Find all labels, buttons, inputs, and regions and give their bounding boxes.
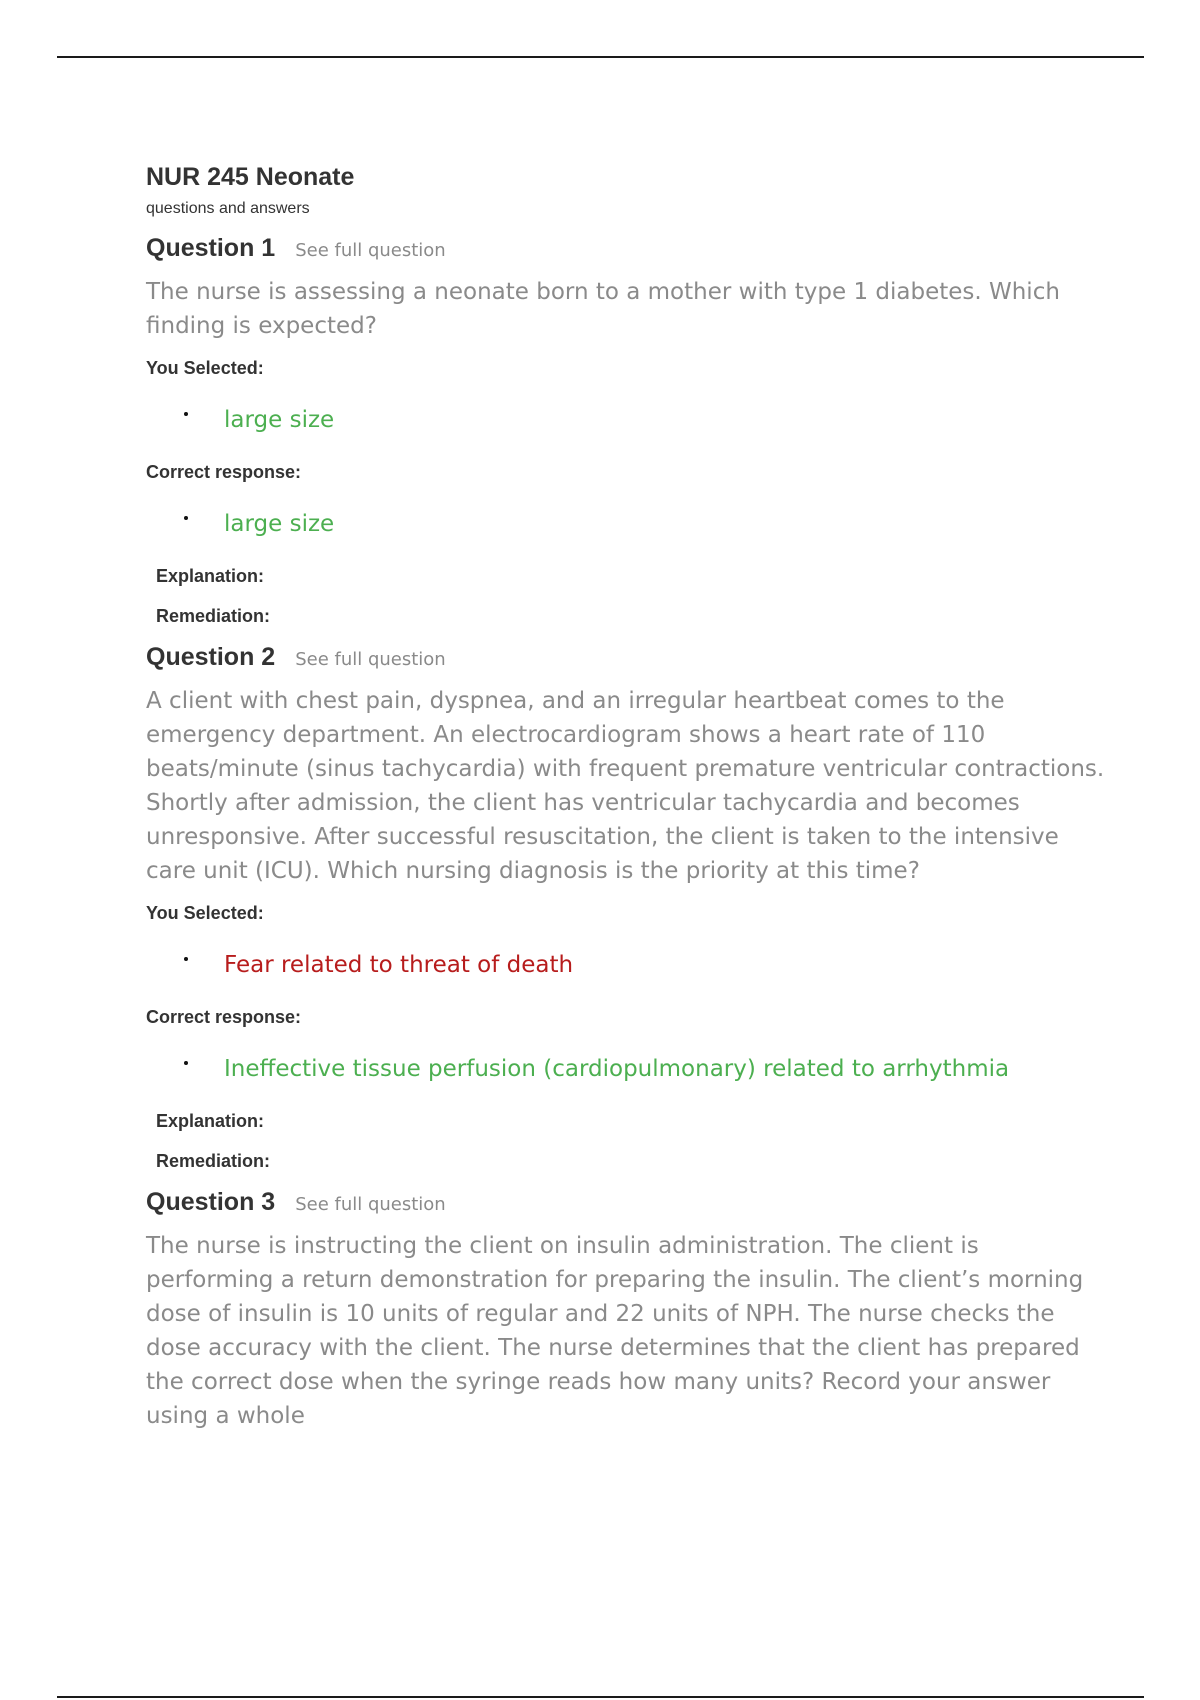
- document-title: NUR 245 Neonate: [146, 163, 355, 191]
- question-header: [146, 230, 1106, 269]
- question-header: [146, 639, 1106, 678]
- document-body: [146, 160, 1106, 1433]
- correct-answer: [146, 505, 1106, 543]
- correct-answer-text: large size: [224, 511, 335, 537]
- explanation-label: Explanation:: [156, 1111, 265, 1131]
- selected-answer: [146, 946, 1106, 984]
- bullet-icon: [184, 957, 188, 961]
- selected-answer-text: Fear related to threat of death: [224, 952, 574, 978]
- document-subtitle: questions and answers: [146, 200, 310, 217]
- you-selected-label: You Selected:: [146, 358, 264, 378]
- explanation-label: Explanation:: [156, 566, 265, 586]
- correct-answer-text: Ineffective tissue perfusion (cardiopulmonary) related to arrhythmia: [224, 1056, 1010, 1082]
- see-full-question-link[interactable]: See full question: [295, 1194, 446, 1215]
- see-full-question-link[interactable]: See full question: [295, 240, 446, 261]
- correct-response-label: Correct response:: [146, 462, 302, 482]
- bullet-icon: [184, 1061, 188, 1065]
- selected-answer: [146, 401, 1106, 439]
- you-selected-label: You Selected:: [146, 903, 264, 923]
- correct-response-label: Correct response:: [146, 1007, 302, 1027]
- question-2: [146, 639, 1106, 1174]
- question-number: Question 3: [146, 1188, 276, 1216]
- question-1: [146, 230, 1106, 629]
- bottom-rule: [57, 1696, 1144, 1698]
- top-rule: [57, 56, 1144, 58]
- remediation-label: Remediation:: [156, 1151, 271, 1171]
- question-text: A client with chest pain, dyspnea, and an irregular heartbeat comes to the emergency department. An electrocardiogram shows a heart rate of 110 beats/minute (sinus tachycardia) with frequent premature ventricular contractions. Shortly after admission, the client has ventricular tachycardia and becomes unresponsive. After successful resuscitation, the client is taken to the intensive care unit (ICU). Which nursing diagnosis is the priority at this time?: [146, 688, 1105, 884]
- see-full-question-link[interactable]: See full question: [295, 649, 446, 670]
- question-text: The nurse is instructing the client on insulin administration. The client is performing a return demonstration for preparing the insulin. The client’s morning dose of insulin is 10 units of regular and 22 units of NPH. The nurse checks the dose accuracy with the client. The nurse determines that the client has prepared the correct dose when the syringe reads how many units? Record your answer using a whole: [146, 1233, 1084, 1429]
- correct-answer: [146, 1050, 1106, 1088]
- question-3: [146, 1184, 1106, 1433]
- bullet-icon: [184, 516, 188, 520]
- remediation-label: Remediation:: [156, 606, 271, 626]
- bullet-icon: [184, 412, 188, 416]
- question-number: Question 1: [146, 234, 276, 262]
- question-number: Question 2: [146, 643, 276, 671]
- question-text: The nurse is assessing a neonate born to a mother with type 1 diabetes. Which finding is expected?: [146, 279, 1060, 339]
- question-header: [146, 1184, 1106, 1223]
- selected-answer-text: large size: [224, 407, 335, 433]
